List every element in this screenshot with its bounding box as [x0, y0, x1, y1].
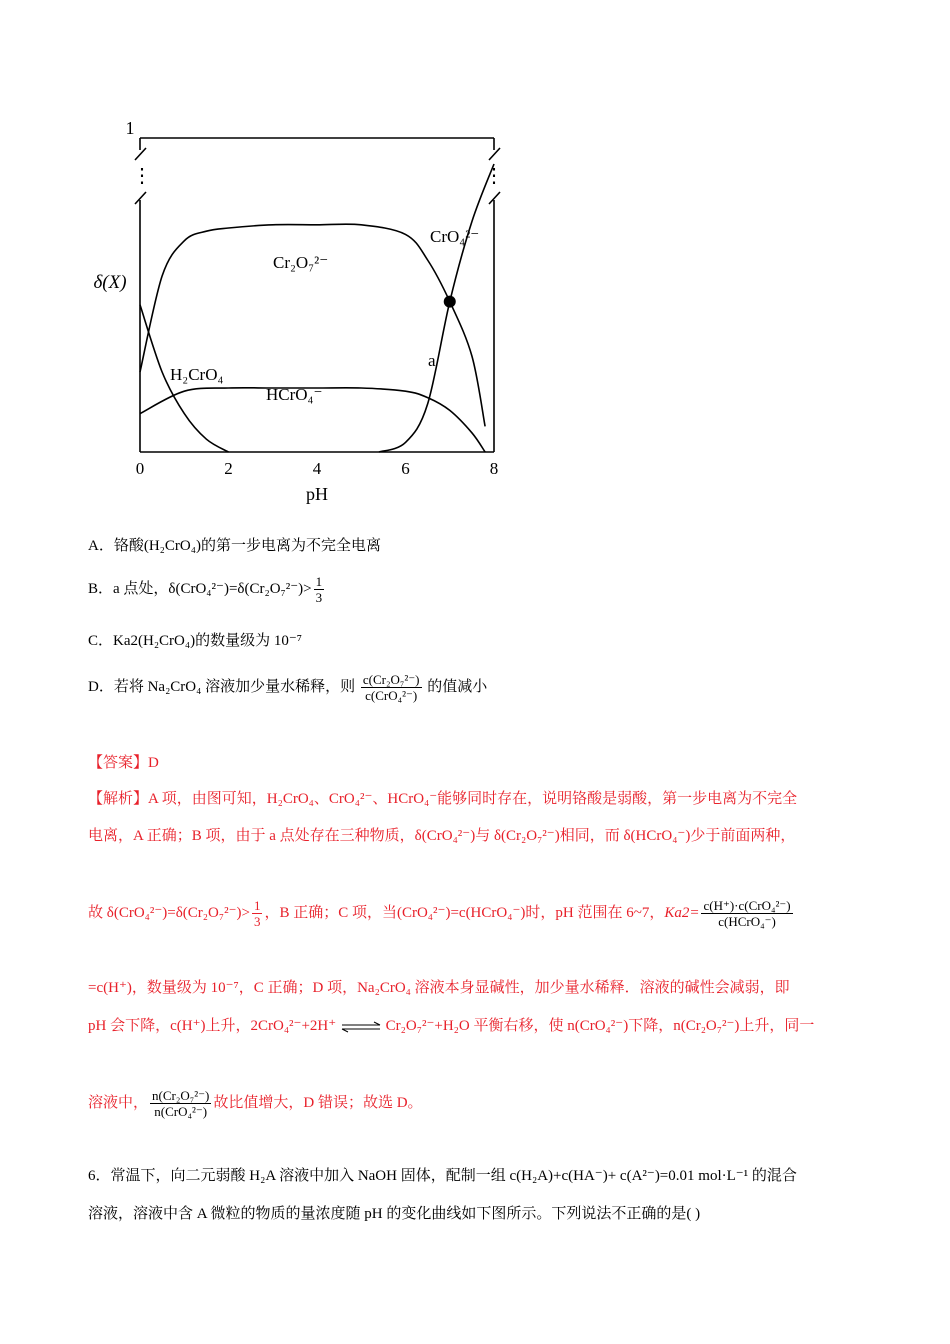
option-b	[88, 574, 326, 605]
analysis-3-den: 3	[253, 914, 261, 929]
question-6-line-1: 6．常温下，向二元弱酸 H₂A 溶液中加入 NaOH 固体，配制一组 c(H₂A)+c(HA⁻)+ c(A²⁻)=0.01 mol·L⁻¹ 的混合	[88, 1168, 797, 1184]
x-tick-labels	[136, 459, 499, 478]
x-tick-2: 2	[224, 459, 233, 478]
curve-cro4	[379, 164, 494, 452]
label-h2cro4: H₂CrO₄	[170, 365, 224, 384]
option-c: C．Ka2(H₂CrO₄)的数量级为 10⁻⁷	[88, 633, 303, 649]
option-a: A．铬酸(H₂CrO₄)的第一步电离为不完全电离	[88, 538, 381, 554]
distribution-figure	[80, 110, 520, 510]
label-cro4: CrO₄²⁻	[430, 227, 480, 246]
option-d-num: c(Cr₂O₇²⁻)	[362, 672, 420, 687]
analysis-3-pre: 故 δ(CrO₄²⁻)=δ(Cr₂O₇²⁻)>	[88, 904, 250, 921]
analysis-6-post: 故比值增大，D 错误；故选 D。	[213, 1094, 423, 1111]
analysis-3-ka-num: c(H⁺)·c(CrO₄²⁻)	[703, 898, 791, 913]
equilibrium-arrow-icon	[340, 1021, 382, 1033]
analysis-3-fraction	[252, 898, 263, 929]
label-hcro4: HCrO₄⁻	[266, 385, 323, 404]
analysis-6-fraction	[150, 1088, 211, 1119]
analysis-6-pre: 溶液中，	[88, 1094, 149, 1111]
option-b-den: 3	[315, 590, 323, 605]
option-b-fraction	[314, 574, 325, 605]
option-b-text: B．a 点处，δ(CrO₄²⁻)=δ(Cr₂O₇²⁻)>	[88, 580, 312, 597]
x-tick-8: 8	[489, 459, 499, 478]
analysis-3-ka-fraction	[701, 898, 792, 929]
analysis-5-post: Cr₂O₇²⁻+H₂O 平衡右移，使 n(CrO₄²⁻)下降，n(Cr₂O₇²⁻)上升，同一	[385, 1018, 815, 1034]
option-d-fraction	[361, 672, 422, 703]
distribution-chart	[80, 110, 520, 510]
x-tick-0: 0	[135, 459, 145, 478]
option-d-den: c(CrO₄²⁻)	[361, 687, 422, 703]
analysis-line-5	[88, 1015, 814, 1037]
x-axis-label: pH	[306, 484, 328, 504]
option-d-text: D．若将 Na₂CrO₄ 溶液加少量水稀释，则	[88, 678, 356, 695]
analysis-line-2: 电离，A 正确；B 项，由于 a 点处存在三种物质，δ(CrO₄²⁻)与 δ(Cr₂O₇²⁻)相同，而 δ(HCrO₄⁻)少于前面两种，	[88, 828, 796, 844]
analysis-line-6	[88, 1088, 423, 1119]
axis-break-dots-right: ⋮	[484, 165, 504, 187]
point-a-label: a	[428, 351, 436, 370]
analysis-line-1: 【解析】A 项，由图可知，H₂CrO₄、CrO₄²⁻、HCrO₄⁻能够同时存在，说明铬酸是弱酸，第一步电离为不完全	[88, 791, 798, 807]
analysis-line-3	[88, 898, 795, 929]
analysis-6-num: n(Cr₂O₇²⁻)	[152, 1088, 210, 1103]
analysis-3-num: 1	[253, 898, 261, 913]
analysis-3-ka-den: c(HCrO₄⁻)	[701, 913, 792, 929]
option-b-num: 1	[315, 574, 323, 589]
question-6-line-2: 溶液，溶液中含 A 微粒的物质的量浓度随 pH 的变化曲线如下图所示。下列说法不正确的是( )	[88, 1206, 701, 1222]
series-curves	[140, 164, 494, 452]
y-axis-label: δ(X)	[93, 272, 127, 293]
analysis-6-den: n(CrO₄²⁻)	[150, 1103, 211, 1119]
label-cr2o7: Cr₂O₇²⁻	[273, 253, 329, 272]
y-top-tick: 1	[125, 118, 135, 138]
x-tick-4: 4	[312, 459, 322, 478]
option-d	[88, 672, 487, 703]
analysis-line-4: =c(H⁺)，数量级为 10⁻⁷，C 正确；D 项，Na₂CrO₄ 溶液本身显碱性，加少量水稀释．溶液的碱性会减弱，即	[88, 980, 790, 996]
analysis-3-ka: Ka2=	[664, 904, 700, 921]
analysis-3-mid: ，B 正确；C 项，当(CrO₄²⁻)=c(HCrO₄⁻)时，pH 范围在 6~7，	[264, 904, 665, 921]
analysis-5-pre: pH 会下降，c(H⁺)上升，2CrO₄²⁻+2H⁺	[88, 1018, 337, 1034]
chart-frame	[135, 138, 500, 452]
axis-break-dots-left: ⋮	[132, 165, 152, 187]
point-a-marker	[444, 296, 456, 308]
option-d-tail: 的值减小	[427, 678, 488, 695]
answer-label: 【答案】D	[88, 755, 159, 771]
x-tick-6: 6	[401, 459, 410, 478]
